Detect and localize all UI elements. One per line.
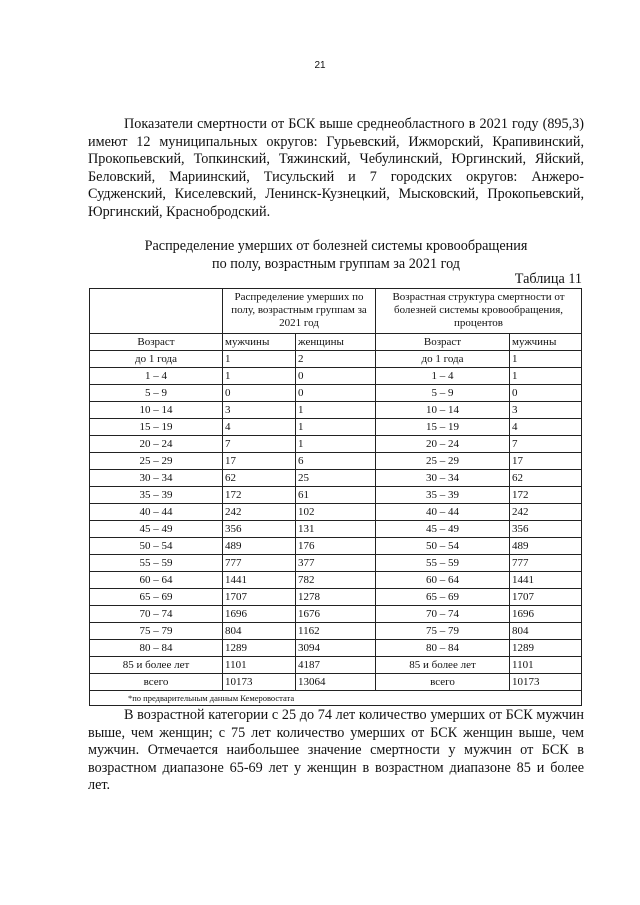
women-count-cell: 13064 (296, 674, 376, 691)
table-row (90, 572, 582, 589)
women-count-cell: 2 (296, 351, 376, 368)
table-row (90, 589, 582, 606)
table-row (90, 521, 582, 538)
age-cell: всего (90, 674, 223, 691)
table-column-header-row (90, 334, 582, 351)
conclusion-paragraph: В возрастной категории с 25 до 74 лет количество умерших от БСК мужчин выше, чем женщин; с 75 лет количество умерших от БСК женщин выше, чем мужчин. Отмечается наибольшее значение смертности у мужчин от БСК в возрастном диапазоне 65-69 лет у женщин в возрастном диапазоне 85 и более лет. (88, 707, 584, 794)
women-count-cell: 176 (296, 538, 376, 555)
age-cell: 75 – 79 (90, 623, 223, 640)
men-count-cell: 10173 (223, 674, 296, 691)
table-caption-line-2: по полу, возрастным группам за 2021 год (212, 255, 460, 272)
men-count-cell: 1101 (223, 657, 296, 674)
men-count-cell-right: 1 (510, 368, 582, 385)
men-count-cell: 7 (223, 436, 296, 453)
age-cell: 30 – 34 (90, 470, 223, 487)
table-row (90, 436, 582, 453)
men-count-cell: 3 (223, 402, 296, 419)
age-cell-right: 30 – 34 (376, 470, 510, 487)
table-row (90, 504, 582, 521)
men-count-cell-right: 62 (510, 470, 582, 487)
intro-paragraph: Показатели смертности от БСК выше среднеобластного в 2021 году (895,3) имеют 12 муниципальных округов: Гурьевский, Ижморский, Крапивинский, Прокопьевский, Топкинский, Тяжинский, Чебулинский, Юргинский, Яйский, Беловский, Мариинский, Тисульский и 7 городских округов: Анжеро-Судженский, Киселевский, Ленинск-Кузнецкий, Мысковский, Прокопьевский, Юргинский, Краснобродский. (88, 116, 584, 220)
table-row (90, 640, 582, 657)
women-count-cell: 1278 (296, 589, 376, 606)
age-cell-right: 5 – 9 (376, 385, 510, 402)
age-cell-right: 35 – 39 (376, 487, 510, 504)
table-caption (88, 238, 584, 273)
age-cell-right: 25 – 29 (376, 453, 510, 470)
men-count-cell-right: 17 (510, 453, 582, 470)
men-count-cell: 0 (223, 385, 296, 402)
men-count-cell-right: 7 (510, 436, 582, 453)
women-count-cell: 782 (296, 572, 376, 589)
table-row (90, 606, 582, 623)
women-count-cell: 6 (296, 453, 376, 470)
women-count-cell: 0 (296, 385, 376, 402)
men-count-cell: 1289 (223, 640, 296, 657)
age-cell-right: 20 – 24 (376, 436, 510, 453)
age-cell: 70 – 74 (90, 606, 223, 623)
age-cell-right: 75 – 79 (376, 623, 510, 640)
men-count-cell: 242 (223, 504, 296, 521)
age-cell: 60 – 64 (90, 572, 223, 589)
table-row (90, 538, 582, 555)
age-cell: 80 – 84 (90, 640, 223, 657)
men-count-cell: 1696 (223, 606, 296, 623)
men-count-cell: 1 (223, 368, 296, 385)
women-count-cell: 1676 (296, 606, 376, 623)
women-count-cell: 0 (296, 368, 376, 385)
column-header-women: женщины (296, 334, 376, 351)
table-caption-line-1: Распределение умерших от болезней системы кровообращения (144, 238, 528, 254)
age-cell-right: всего (376, 674, 510, 691)
women-count-cell: 1162 (296, 623, 376, 640)
men-count-cell-right: 1696 (510, 606, 582, 623)
men-count-cell-right: 4 (510, 419, 582, 436)
age-cell-right: до 1 года (376, 351, 510, 368)
men-count-cell-right: 804 (510, 623, 582, 640)
table-row (90, 368, 582, 385)
age-cell: 40 – 44 (90, 504, 223, 521)
column-header-age-right: Возраст (376, 334, 510, 351)
age-cell: 5 – 9 (90, 385, 223, 402)
age-cell-right: 10 – 14 (376, 402, 510, 419)
men-count-cell-right: 1441 (510, 572, 582, 589)
age-cell: до 1 года (90, 351, 223, 368)
men-count-cell-right: 1289 (510, 640, 582, 657)
age-cell-right: 55 – 59 (376, 555, 510, 572)
age-cell: 50 – 54 (90, 538, 223, 555)
table-row (90, 623, 582, 640)
men-count-cell: 172 (223, 487, 296, 504)
men-count-cell-right: 1101 (510, 657, 582, 674)
men-count-cell-right: 3 (510, 402, 582, 419)
men-count-cell: 62 (223, 470, 296, 487)
men-count-cell-right: 242 (510, 504, 582, 521)
column-header-men: мужчины (223, 334, 296, 351)
age-cell: 20 – 24 (90, 436, 223, 453)
table-row (90, 453, 582, 470)
women-count-cell: 102 (296, 504, 376, 521)
age-cell: 15 – 19 (90, 419, 223, 436)
table-row (90, 385, 582, 402)
age-cell-right: 80 – 84 (376, 640, 510, 657)
age-cell-right: 1 – 4 (376, 368, 510, 385)
age-cell-right: 70 – 74 (376, 606, 510, 623)
table-label: Таблица 11 (514, 271, 582, 287)
mortality-table (89, 288, 582, 706)
women-count-cell: 3094 (296, 640, 376, 657)
men-count-cell-right: 356 (510, 521, 582, 538)
women-count-cell: 4187 (296, 657, 376, 674)
age-cell: 55 – 59 (90, 555, 223, 572)
table-row (90, 555, 582, 572)
men-count-cell: 356 (223, 521, 296, 538)
age-cell: 25 – 29 (90, 453, 223, 470)
men-count-cell: 489 (223, 538, 296, 555)
table-row (90, 487, 582, 504)
women-count-cell: 377 (296, 555, 376, 572)
women-count-cell: 61 (296, 487, 376, 504)
column-header-age: Возраст (90, 334, 223, 351)
table-row (90, 657, 582, 674)
women-count-cell: 25 (296, 470, 376, 487)
men-count-cell: 804 (223, 623, 296, 640)
age-cell-right: 65 – 69 (376, 589, 510, 606)
page-number: 21 (314, 60, 326, 71)
header-empty-cell (90, 289, 223, 334)
table-footnote-row (90, 691, 582, 706)
age-cell: 1 – 4 (90, 368, 223, 385)
men-count-cell-right: 489 (510, 538, 582, 555)
women-count-cell: 1 (296, 419, 376, 436)
column-header-men-right: мужчины (510, 334, 582, 351)
age-cell: 85 и более лет (90, 657, 223, 674)
age-cell: 10 – 14 (90, 402, 223, 419)
age-cell-right: 60 – 64 (376, 572, 510, 589)
age-cell-right: 45 – 49 (376, 521, 510, 538)
table-row (90, 351, 582, 368)
age-cell-right: 40 – 44 (376, 504, 510, 521)
table-row (90, 419, 582, 436)
age-cell-right: 85 и более лет (376, 657, 510, 674)
table-row (90, 470, 582, 487)
age-cell-right: 15 – 19 (376, 419, 510, 436)
women-count-cell: 1 (296, 436, 376, 453)
men-count-cell-right: 0 (510, 385, 582, 402)
age-cell-right: 50 – 54 (376, 538, 510, 555)
women-count-cell: 131 (296, 521, 376, 538)
men-count-cell: 777 (223, 555, 296, 572)
age-cell: 45 – 49 (90, 521, 223, 538)
men-count-cell-right: 1707 (510, 589, 582, 606)
age-cell: 65 – 69 (90, 589, 223, 606)
men-count-cell-right: 10173 (510, 674, 582, 691)
men-count-cell: 1441 (223, 572, 296, 589)
women-count-cell: 1 (296, 402, 376, 419)
men-count-cell-right: 1 (510, 351, 582, 368)
table-footnote: *по предварительным данным Кемеровостата (90, 691, 582, 706)
men-count-cell: 17 (223, 453, 296, 470)
table-group-header-row (90, 289, 582, 334)
men-count-cell-right: 172 (510, 487, 582, 504)
age-cell: 35 – 39 (90, 487, 223, 504)
men-count-cell-right: 777 (510, 555, 582, 572)
group-header-distribution: Распределение умерших по полу, возрастным группам за 2021 год (223, 289, 376, 334)
table-row (90, 674, 582, 691)
table-body (90, 351, 582, 691)
table-row (90, 402, 582, 419)
men-count-cell: 1707 (223, 589, 296, 606)
men-count-cell: 4 (223, 419, 296, 436)
group-header-structure: Возрастная структура смертности от болезней системы кровообращения, процентов (376, 289, 582, 334)
men-count-cell: 1 (223, 351, 296, 368)
